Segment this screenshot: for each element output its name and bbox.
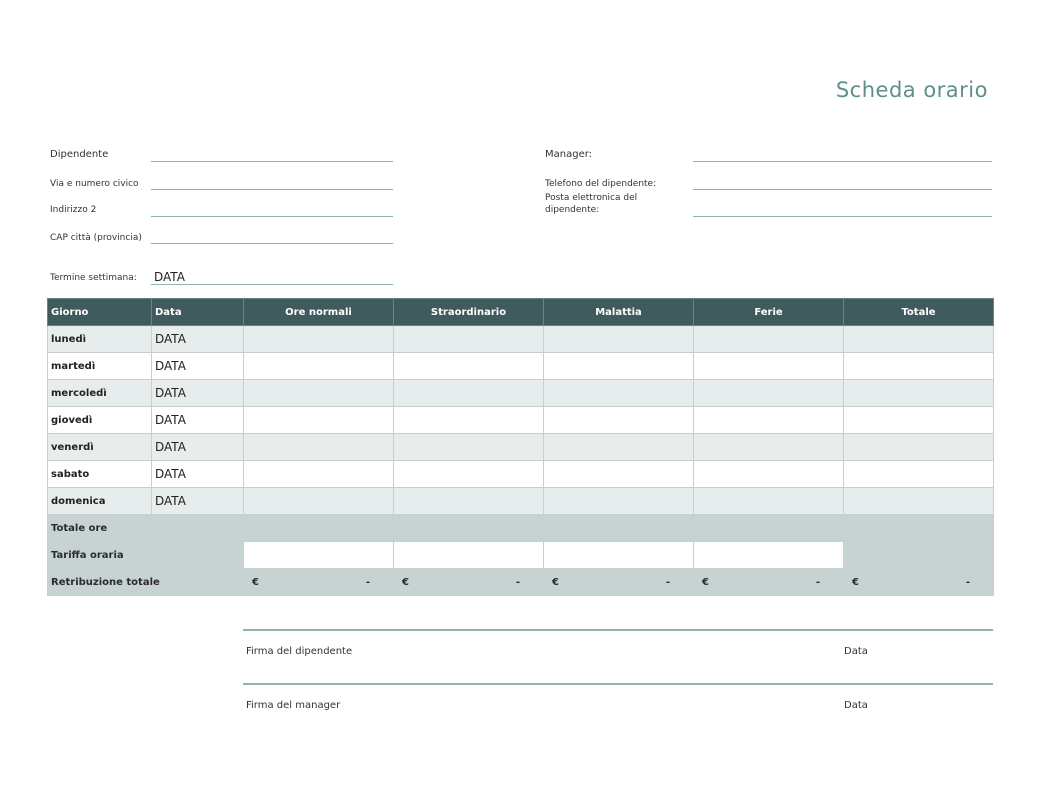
employee-signature-line[interactable] bbox=[243, 629, 993, 631]
address2-input[interactable] bbox=[151, 216, 393, 217]
rate-input[interactable] bbox=[244, 542, 394, 569]
cap-input[interactable] bbox=[151, 243, 393, 244]
employee-signature-label: Firma del dipendente bbox=[246, 646, 353, 657]
rate-input[interactable] bbox=[694, 542, 844, 569]
date-cell[interactable]: DATA bbox=[152, 434, 244, 461]
table-row bbox=[48, 488, 994, 515]
sick-cell[interactable] bbox=[544, 380, 694, 407]
total-hours-cell bbox=[694, 515, 844, 542]
manager-input[interactable] bbox=[693, 161, 992, 162]
street-label: Via e numero civico bbox=[50, 179, 139, 189]
pay-cell bbox=[544, 569, 694, 596]
employee-label: Dipendente bbox=[50, 149, 109, 160]
rate-input[interactable] bbox=[544, 542, 694, 569]
email-label bbox=[545, 192, 637, 216]
header-malattia: Malattia bbox=[544, 299, 694, 326]
hourly-rate-label: Tariffa oraria bbox=[48, 542, 244, 569]
day-cell: mercoledì bbox=[48, 380, 152, 407]
rate-input[interactable] bbox=[394, 542, 544, 569]
email-label-line1: Posta elettronica del bbox=[545, 193, 638, 203]
currency-symbol: € bbox=[552, 576, 559, 588]
hours-cell[interactable] bbox=[244, 461, 394, 488]
header-straordinario: Straordinario bbox=[394, 299, 544, 326]
pay-cell bbox=[844, 569, 994, 596]
overtime-cell[interactable] bbox=[394, 461, 544, 488]
vacation-cell[interactable] bbox=[694, 488, 844, 515]
header-totale: Totale bbox=[844, 299, 994, 326]
date-cell[interactable]: DATA bbox=[152, 326, 244, 353]
overtime-cell[interactable] bbox=[394, 353, 544, 380]
day-cell: venerdì bbox=[48, 434, 152, 461]
header-data: Data bbox=[152, 299, 244, 326]
total-cell bbox=[844, 434, 994, 461]
email-label-line2: dipendente: bbox=[545, 205, 600, 215]
table-row bbox=[48, 326, 994, 353]
email-input[interactable] bbox=[693, 216, 992, 217]
vacation-cell[interactable] bbox=[694, 461, 844, 488]
total-pay-row bbox=[48, 569, 994, 596]
hours-cell[interactable] bbox=[244, 434, 394, 461]
manager-signature-line[interactable] bbox=[243, 683, 993, 685]
table-header-row bbox=[48, 299, 994, 326]
rate-empty-cell bbox=[844, 542, 994, 569]
manager-label: Manager: bbox=[545, 149, 593, 160]
overtime-cell[interactable] bbox=[394, 380, 544, 407]
total-cell bbox=[844, 488, 994, 515]
week-end-line bbox=[151, 284, 393, 285]
header-ferie: Ferie bbox=[694, 299, 844, 326]
currency-symbol: € bbox=[252, 576, 259, 588]
total-cell bbox=[844, 326, 994, 353]
employee-input[interactable] bbox=[151, 161, 393, 162]
vacation-cell[interactable] bbox=[694, 353, 844, 380]
vacation-cell[interactable] bbox=[694, 434, 844, 461]
date-cell[interactable]: DATA bbox=[152, 461, 244, 488]
currency-symbol: € bbox=[402, 576, 409, 588]
table-row bbox=[48, 461, 994, 488]
table-row bbox=[48, 353, 994, 380]
sick-cell[interactable] bbox=[544, 434, 694, 461]
date-cell[interactable]: DATA bbox=[152, 353, 244, 380]
total-hours-row bbox=[48, 515, 994, 542]
overtime-cell[interactable] bbox=[394, 434, 544, 461]
currency-symbol: € bbox=[702, 576, 709, 588]
hours-cell[interactable] bbox=[244, 353, 394, 380]
header-giorno: Giorno bbox=[48, 299, 152, 326]
pay-cell bbox=[394, 569, 544, 596]
page-title: Scheda orario bbox=[835, 78, 988, 102]
date-cell[interactable]: DATA bbox=[152, 407, 244, 434]
date-cell[interactable]: DATA bbox=[152, 380, 244, 407]
pay-cell bbox=[694, 569, 844, 596]
day-cell: lunedì bbox=[48, 326, 152, 353]
sick-cell[interactable] bbox=[544, 353, 694, 380]
total-cell bbox=[844, 380, 994, 407]
sick-cell[interactable] bbox=[544, 488, 694, 515]
total-pay-label: Retribuzione totale bbox=[48, 569, 244, 596]
day-cell: domenica bbox=[48, 488, 152, 515]
week-end-label: Termine settimana: bbox=[50, 273, 137, 283]
address2-label: Indirizzo 2 bbox=[50, 205, 97, 215]
header-ore-normali: Ore normali bbox=[244, 299, 394, 326]
total-hours-label: Totale ore bbox=[48, 515, 244, 542]
cap-label: CAP città (provincia) bbox=[50, 233, 142, 243]
week-end-value[interactable]: DATA bbox=[154, 270, 185, 284]
table-row bbox=[48, 407, 994, 434]
hours-cell[interactable] bbox=[244, 326, 394, 353]
pay-value: - bbox=[665, 576, 670, 588]
sick-cell[interactable] bbox=[544, 407, 694, 434]
vacation-cell[interactable] bbox=[694, 380, 844, 407]
total-cell bbox=[844, 407, 994, 434]
phone-label: Telefono del dipendente: bbox=[545, 179, 657, 189]
pay-cell bbox=[244, 569, 394, 596]
vacation-cell[interactable] bbox=[694, 407, 844, 434]
hourly-rate-row bbox=[48, 542, 994, 569]
total-hours-cell bbox=[394, 515, 544, 542]
pay-value: - bbox=[365, 576, 370, 588]
manager-signature-date-label: Data bbox=[844, 700, 868, 711]
day-cell: giovedì bbox=[48, 407, 152, 434]
manager-signature-label: Firma del manager bbox=[246, 700, 341, 711]
total-hours-cell bbox=[844, 515, 994, 542]
sick-cell[interactable] bbox=[544, 461, 694, 488]
hours-cell[interactable] bbox=[244, 407, 394, 434]
total-hours-cell bbox=[244, 515, 394, 542]
day-cell: sabato bbox=[48, 461, 152, 488]
hours-cell[interactable] bbox=[244, 380, 394, 407]
overtime-cell[interactable] bbox=[394, 407, 544, 434]
date-cell[interactable]: DATA bbox=[152, 488, 244, 515]
overtime-cell[interactable] bbox=[394, 488, 544, 515]
pay-value: - bbox=[965, 576, 970, 588]
pay-value: - bbox=[815, 576, 820, 588]
hours-cell[interactable] bbox=[244, 488, 394, 515]
employee-signature-date-label: Data bbox=[844, 646, 868, 657]
table-row bbox=[48, 434, 994, 461]
timesheet-table bbox=[47, 298, 994, 596]
total-hours-cell bbox=[544, 515, 694, 542]
table-row bbox=[48, 380, 994, 407]
phone-input[interactable] bbox=[693, 189, 992, 190]
sick-cell[interactable] bbox=[544, 326, 694, 353]
pay-value: - bbox=[515, 576, 520, 588]
overtime-cell[interactable] bbox=[394, 326, 544, 353]
currency-symbol: € bbox=[852, 576, 859, 588]
day-cell: martedì bbox=[48, 353, 152, 380]
total-cell bbox=[844, 461, 994, 488]
vacation-cell[interactable] bbox=[694, 326, 844, 353]
total-cell bbox=[844, 353, 994, 380]
street-input[interactable] bbox=[151, 189, 393, 190]
